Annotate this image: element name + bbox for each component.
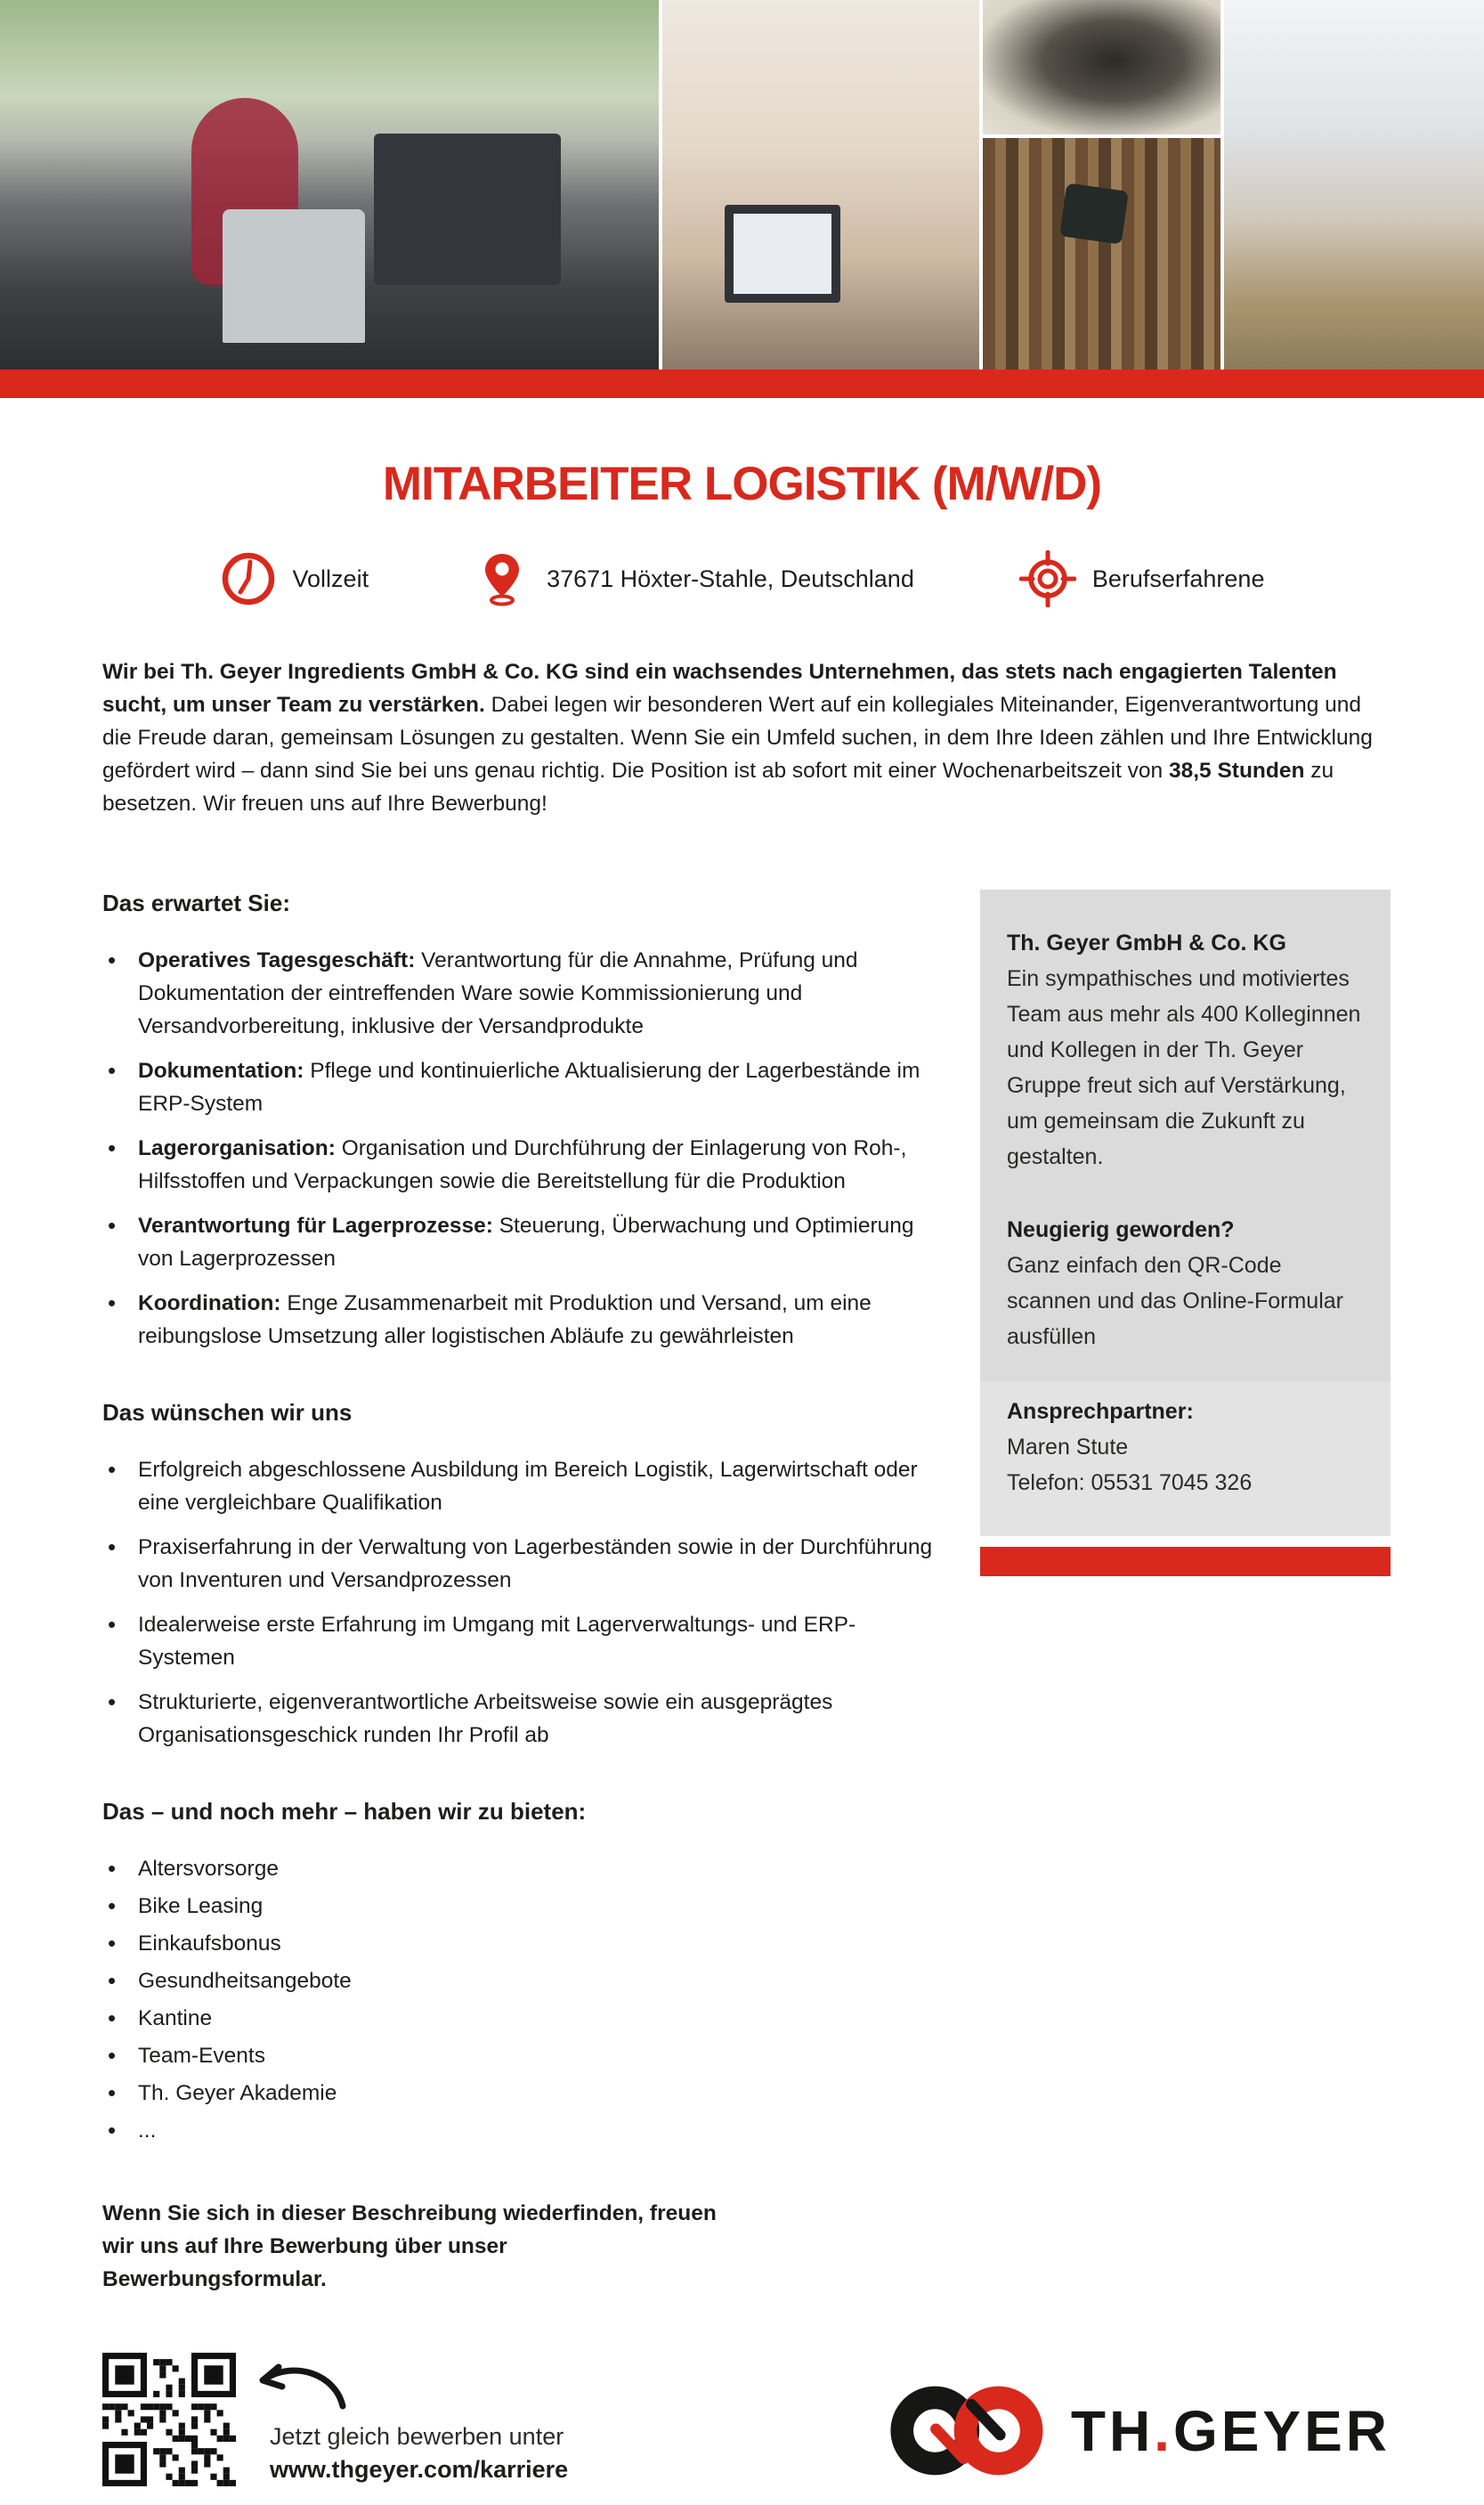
list-item: • Idealerweise erste Erfahrung im Umgang mit Lagerverwaltungs- und ERP-Systemen bbox=[102, 1608, 935, 1674]
contact-name: Maren Stute bbox=[1007, 1435, 1129, 1460]
apply-right bbox=[248, 2355, 568, 2486]
intro-paragraph bbox=[102, 655, 1380, 820]
monitor-shape bbox=[725, 205, 840, 303]
company-sidebar bbox=[980, 890, 1391, 1576]
list-item: • Erfolgreich abgeschlossene Ausbildung im Bereich Logistik, Lagerwirtschaft oder eine vergleichbare Qualifikation bbox=[102, 1453, 935, 1519]
section-heading-offer: Das – und noch mehr – haben wir zu bieten: bbox=[102, 1798, 587, 1825]
photo-office-team bbox=[0, 0, 659, 370]
apply-text bbox=[270, 2420, 568, 2486]
list-item: • Bike Leasing bbox=[102, 1890, 935, 1923]
intro-body: Dabei legen wir besonderen Wert auf ein kollegiales Miteinander, Eigenverantwortung und die Freude daran, gemeinsam Lösungen zu gestalten. Wenn Sie ein Umfeld suchen, in dem Ihre Ideen zählen und Ihre Entwicklung gefördert wird – dann sind Sie bei uns genau richtig. Die Position ist ab sofort mit einer Wochenarbeitszeit von bbox=[102, 693, 1373, 783]
list-item: • Altersvorsorge bbox=[102, 1852, 935, 1885]
list-item: • Dokumentation: Pflege und kontinuierliche Aktualisierung der Lagerbestände im ERP-System bbox=[102, 1054, 935, 1120]
apply-block bbox=[102, 2353, 568, 2486]
wish-list bbox=[102, 1453, 935, 1752]
company-name: Th. Geyer GmbH & Co. KG bbox=[1007, 931, 1286, 956]
logo-wordmark: TH.GEYER bbox=[1070, 2399, 1391, 2463]
intro-bold-lead: Wir bei Th. Geyer Ingredients GmbH & Co. KG sind ein wachsendes Unternehmen, das stets nach engagierten Talenten sucht, um unser Team zu verstärken. bbox=[102, 660, 1337, 717]
list-item: • Einkaufsbonus bbox=[102, 1927, 935, 1960]
list-item: • Lagerorganisation: Organisation und Durchführung der Einlagerung von Roh-, Hilfsstoffen und Verpackungen sowie die Bereitstellung für die Produktion bbox=[102, 1132, 935, 1198]
apply-url: www.thgeyer.com/karriere bbox=[270, 2456, 569, 2483]
curved-arrow-icon bbox=[254, 2355, 352, 2417]
sidebar-red-bar bbox=[980, 1547, 1391, 1576]
list-item: • Kantine bbox=[102, 2002, 935, 2035]
list-item: • Praxiserfahrung in der Verwaltung von Lagerbeständen sowie in der Durchführung von Inventuren und Versandprozessen bbox=[102, 1531, 935, 1597]
location-pin-icon bbox=[474, 550, 531, 607]
lamp-shape bbox=[1059, 183, 1129, 244]
contact-phone: Telefon: 05531 7045 326 bbox=[1007, 1470, 1253, 1495]
expect-list bbox=[102, 944, 935, 1353]
list-item: • Strukturierte, eigenverantwortliche Arbeitsweise sowie ein ausgeprägtes Organisationsgeschick runden Ihr Profil ab bbox=[102, 1686, 935, 1752]
monitor-shape bbox=[374, 134, 561, 285]
offer-list bbox=[102, 1852, 935, 2147]
qr-code bbox=[102, 2353, 236, 2486]
list-item: • Verantwortung für Lagerprozesse: Steuerung, Überwachung und Optimierung von Lagerprozessen bbox=[102, 1209, 935, 1275]
intro-hours-bold: 38,5 Stunden bbox=[1168, 759, 1305, 783]
contact-heading: Ansprechpartner: bbox=[1007, 1399, 1194, 1424]
photo-open-office bbox=[1224, 0, 1484, 370]
section-heading-wish: Das wünschen wir uns bbox=[102, 1399, 353, 1426]
section-heading-expect: Das erwartet Sie: bbox=[102, 890, 290, 916]
list-item: • Team-Events bbox=[102, 2039, 935, 2072]
list-item: • Operatives Tagesgeschäft: Verantwortung für die Annahme, Prüfung und Dokumentation der eintreffenden Ware sowie Kommissionierung und Versandvorbereitung, inklusive der Versandprodukte bbox=[102, 944, 935, 1043]
footer bbox=[102, 2353, 1391, 2486]
imac-shape bbox=[223, 209, 365, 343]
photo-smiling-colleague bbox=[662, 0, 979, 370]
list-item: • Gesundheitsangebote bbox=[102, 1964, 935, 1997]
company-description: Ein sympathisches und motiviertes Team aus mehr als 400 Kolleginnen und Kollegen in der Th. Geyer Gruppe freut sich auf Verstärkung, um gemeinsam die Zukunft zu gestalten. bbox=[1007, 966, 1361, 1169]
employment-type-label: Vollzeit bbox=[292, 565, 369, 592]
header-photo-collage bbox=[0, 0, 1484, 370]
meta-employment-type bbox=[220, 550, 369, 607]
closing-paragraph: Wenn Sie sich in dieser Beschreibung wiederfinden, freuen wir uns auf Ihre Bewerbung über unser Bewerbungsformular. bbox=[102, 2201, 717, 2291]
meta-location bbox=[474, 550, 914, 607]
logo-red-dot: . bbox=[1154, 2399, 1173, 2463]
photo-typewriter bbox=[983, 0, 1220, 134]
contact-box bbox=[980, 1381, 1391, 1536]
infinity-logo-icon bbox=[889, 2381, 1058, 2481]
apply-line-1: Jetzt gleich bewerben unter bbox=[270, 2423, 564, 2450]
experience-label: Berufserfahrene bbox=[1091, 565, 1265, 592]
target-icon bbox=[1019, 550, 1076, 607]
company-info-box bbox=[980, 890, 1391, 1381]
clock-icon bbox=[220, 550, 277, 607]
meta-experience bbox=[1019, 550, 1265, 607]
job-description-column bbox=[102, 890, 935, 2296]
list-item: • Th. Geyer Akademie bbox=[102, 2077, 935, 2110]
page-title: MITARBEITER LOGISTIK (M/W/D) bbox=[382, 458, 1102, 510]
list-item: • Koordination: Enge Zusammenarbeit mit Produktion und Versand, um eine reibungslose Umsetzung aller logistischen Abläufe zu gewährleisten bbox=[102, 1287, 935, 1353]
company-logo bbox=[889, 2381, 1391, 2481]
photo-studio-lamp bbox=[983, 138, 1220, 370]
location-label: 37671 Höxter-Stahle, Deutschland bbox=[547, 565, 914, 592]
curious-heading: Neugierig geworden? bbox=[1007, 1217, 1235, 1242]
red-divider-bar bbox=[0, 370, 1484, 398]
job-meta-row bbox=[0, 550, 1484, 607]
list-item: • ... bbox=[102, 2114, 935, 2147]
photo-column bbox=[983, 0, 1220, 370]
intro-tail: zu besetzen. Wir freuen uns auf Ihre Bewerbung! bbox=[102, 759, 1334, 816]
main-columns bbox=[102, 890, 1391, 2296]
curious-text: Ganz einfach den QR-Code scannen und das Online-Formular ausfüllen bbox=[1007, 1253, 1343, 1349]
